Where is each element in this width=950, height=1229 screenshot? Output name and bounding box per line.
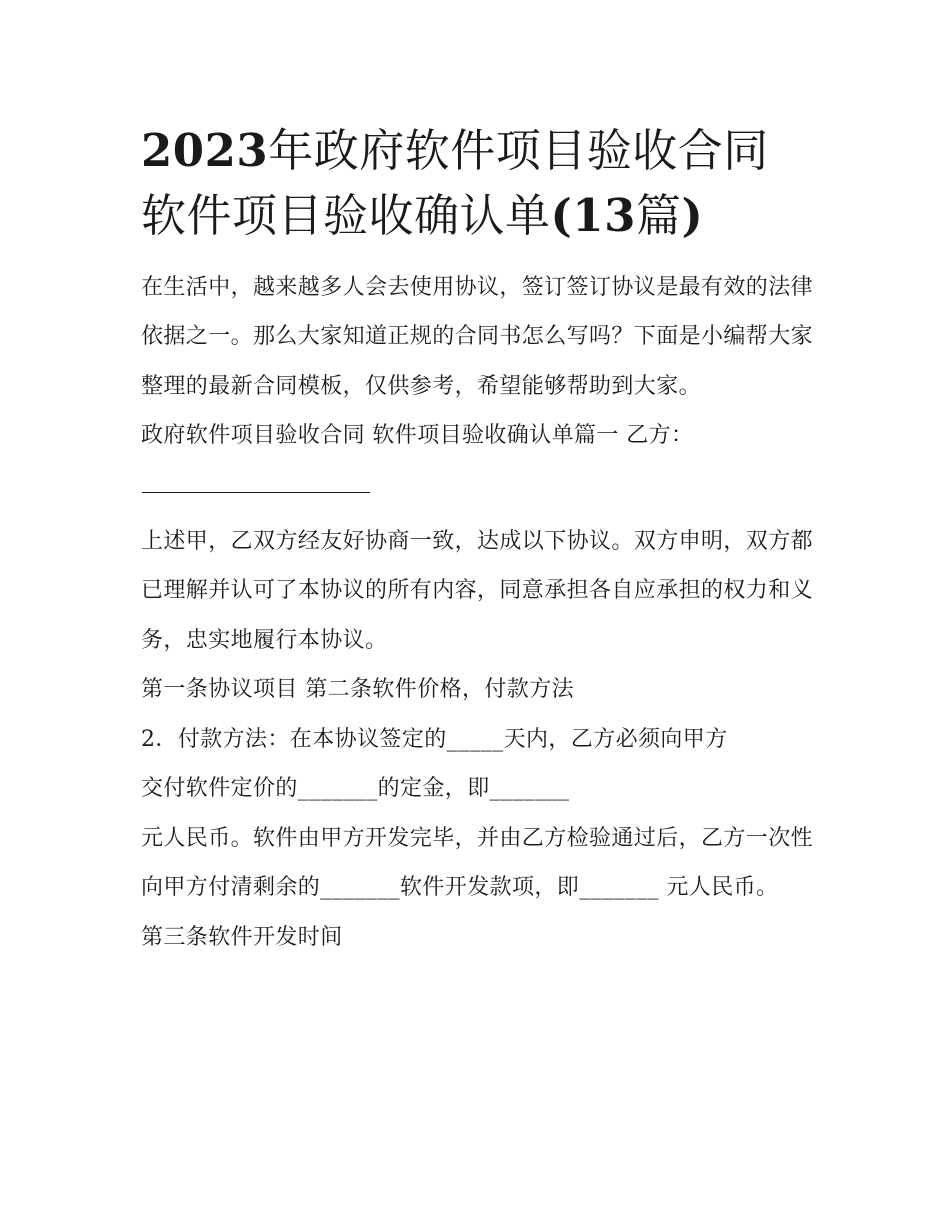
payment-method-paragraph: 2．付款方法：在本协议签定的_____天内，乙方必须向甲方 交付软件定价的_______的定金，即_______ xyxy=(141,726,728,801)
title-count-unit: 篇 xyxy=(635,189,682,243)
party-b-signature-line xyxy=(142,492,370,493)
agreement-paragraph: 上述甲，乙双方经友好协商一致，达成以下协议。双方申明，双方都已理解并认可了本协议的所有内容，同意承担各自应承担的权力和义务，忠实地履行本协议。 xyxy=(141,528,814,653)
clause-three-heading: 第三条软件开发时间 xyxy=(141,924,343,950)
title-line-1: 年政府软件项目验收合同 xyxy=(268,124,769,177)
title-line-2: 软件项目验收确认单 xyxy=(141,189,551,243)
section-heading-party-b: 政府软件项目验收合同 软件项目验收确认单篇一 乙方： xyxy=(141,423,694,448)
title-count-open: (13 xyxy=(550,189,636,243)
intro-paragraph: 在生活中，越来越多人会去使用协议，签订签订协议是最有效的法律依据之一。那么大家知道正规的合同书怎么写吗？下面是小编帮大家整理的最新合同模板，仅供参考，希望能够帮助到大家。 xyxy=(141,274,814,399)
document-body xyxy=(141,118,821,962)
document-title xyxy=(141,118,821,249)
title-year: 2023 xyxy=(141,124,269,177)
title-count-close: ) xyxy=(681,189,704,243)
clause-headings: 第一条协议项目 第二条软件价格，付款方法 xyxy=(141,677,574,702)
payment-remainder-paragraph: 元人民币。软件由甲方开发完毕，并由乙方检验通过后，乙方一次性向甲方付清剩余的_______软件开发款项，即_______ 元人民币。 xyxy=(141,825,814,900)
